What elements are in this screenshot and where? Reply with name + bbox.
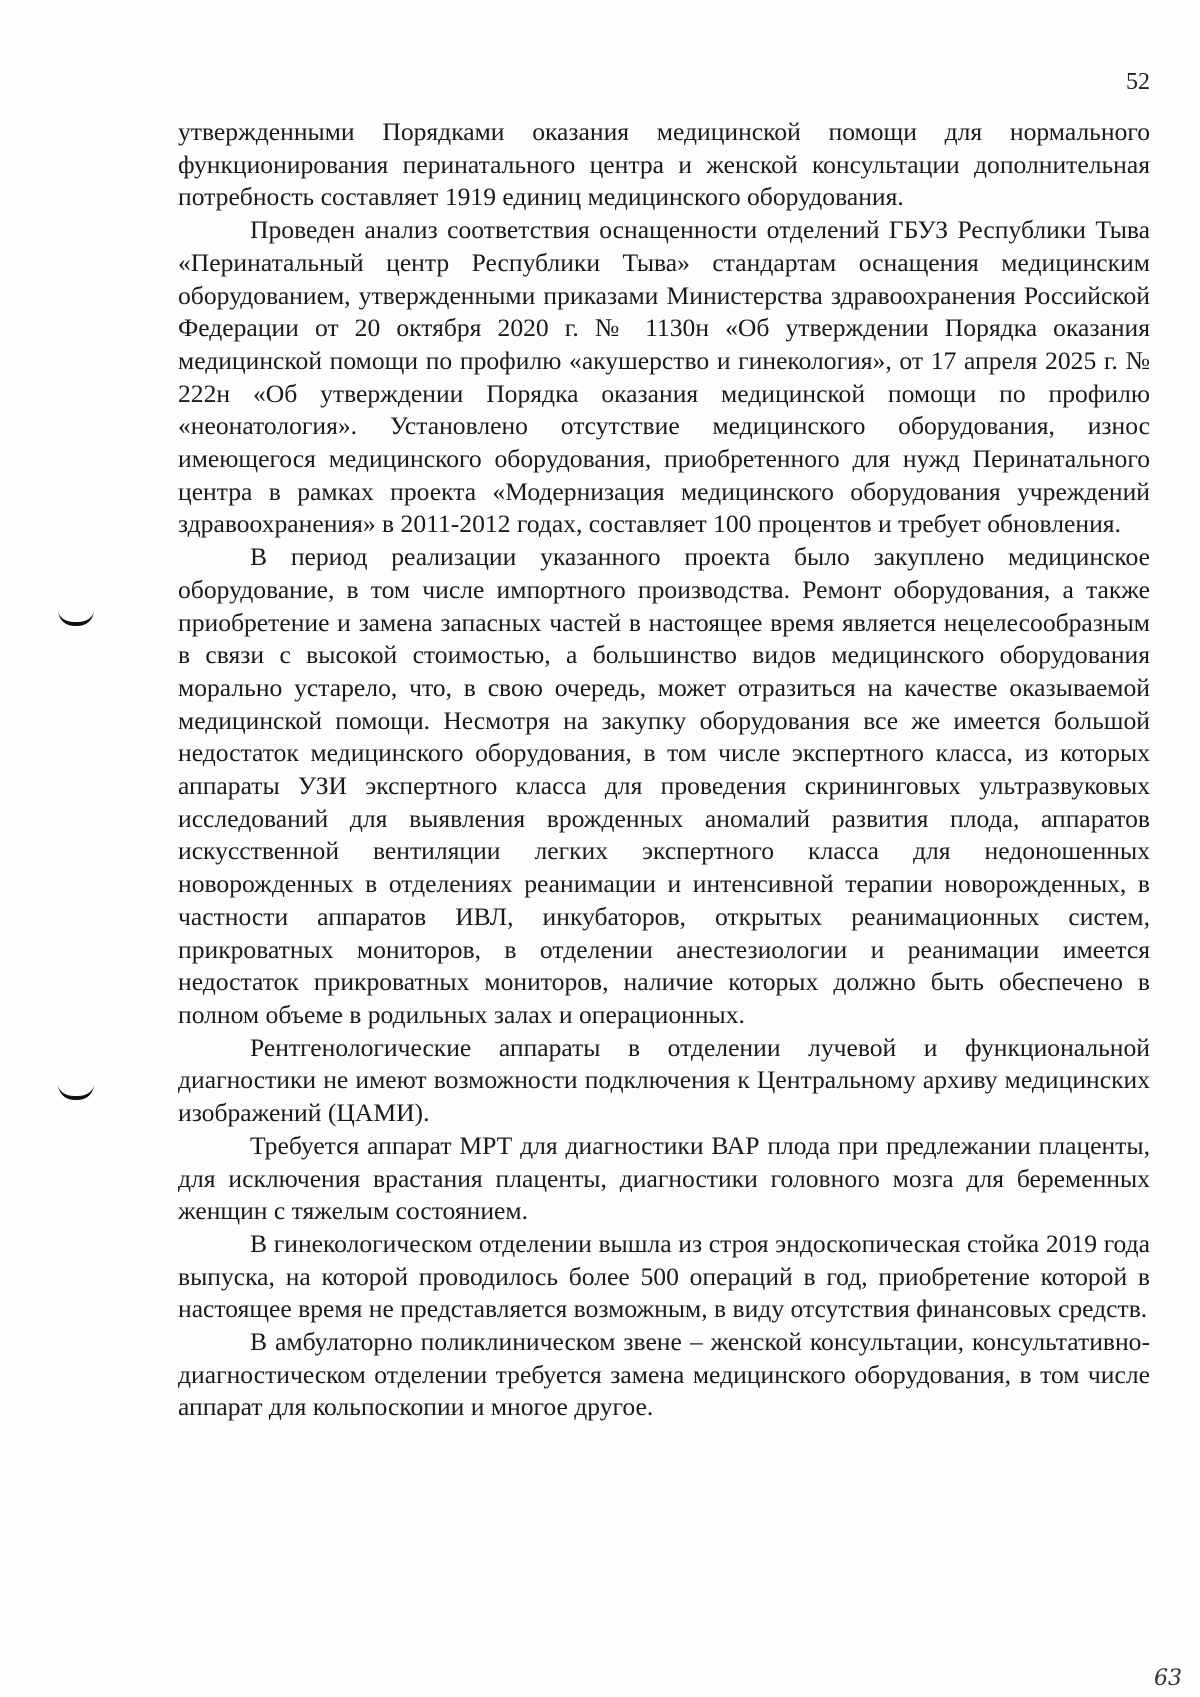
document-body — [178, 116, 1150, 1424]
handwritten-page-annotation: 63 — [1154, 1666, 1182, 1691]
paragraph-mri-need: Требуется аппарат МРТ для диагностики ВАР плода при предлежании плаценты, для исключения врастания плаценты, диагностики головного мозга для беременных женщин с тяжелым состоянием. — [178, 1130, 1150, 1226]
page-number: 52 — [1126, 69, 1150, 95]
paragraph-radiology: Рентгенологические аппараты в отделении лучевой и функциональной диагностики не имеют возможности подключения к Центральному архиву медицинских изображений (ЦАМИ). — [178, 1032, 1150, 1128]
paragraph-continuation: утвержденными Порядками оказания медицинской помощи для нормального функционирования перинатального центра и женской консультации дополнительная потребность составляет 1919 единиц медицинского оборудования. — [178, 117, 1150, 212]
paragraph-equipment-shortage: В период реализации указанного проекта было закуплено медицинское оборудование, в том числе импортного производства. Ремонт оборудования, а также приобретение и замена запасных частей в настоящее время является нецелесообразным в связи с высокой стоимостью, а большинство видов медицинского оборудования морально устарело, что, в свою очередь, может отразиться на качестве оказываемой медицинской помощи. Несмотря на закупку оборудования все же имеется большой недостаток медицинского оборудования, в том числе экспертного класса, из которых аппараты УЗИ экспертного класса для проведения скрининговых ультразвуковых исследований для выявления врожденных аномалий развития плода, аппаратов искусственной вентиляции легких экспертного класса для недоношенных новорожденных в отделениях реанимации и интенсивной терапии новорожденных, в частности аппаратов ИВЛ, инкубаторов, открытых реанимационных систем, прикроватных мониторов, в отделении анестезиологии и реанимации имеется недостаток прикроватных мониторов, наличие которых должно быть обеспечено в полном объеме в родильных залах и операционных. — [178, 542, 1150, 1029]
margin-bracket-mark — [58, 610, 94, 626]
paragraph-equipment-analysis: Проведен анализ соответствия оснащенности отделений ГБУЗ Республики Тыва «Перинатальный центр Республики Тыва» стандартам оснащения медицинским оборудованием, утвержденными приказами Министерства здравоохранения Российской Федерации от 20 октября 2020 г. № 1130н «Об утверждении Порядка оказания медицинской помощи по профилю «акушерство и гинекология», от 17 апреля 2025 г. № 222н «Об утверждении Порядка оказания медицинской помощи по профилю «неонатология». Установлено отсутствие медицинского оборудования, износ имеющегося медицинского оборудования, приобретенного для нужд Перинатального центра в рамках проекта «Модернизация медицинского оборудования учреждений здравоохранения» в 2011-2012 годах, составляет 100 процентов и требует обновления. — [178, 215, 1150, 539]
paragraph-outpatient: В амбулаторно поликлиническом звене – женской консультации, консультативно-диагностическом отделении требуется замена медицинского оборудования, в том числе аппарат для кольпоскопии и многое другое. — [178, 1327, 1150, 1422]
margin-bracket-mark — [58, 1084, 94, 1100]
paragraph-gynecology: В гинекологическом отделении вышла из строя эндоскопическая стойка 2019 года выпуска, на которой проводилось более 500 операций в год, приобретение которой в настоящее время не представляется возможным, в виду отсутствия финансовых средств. — [178, 1228, 1150, 1324]
